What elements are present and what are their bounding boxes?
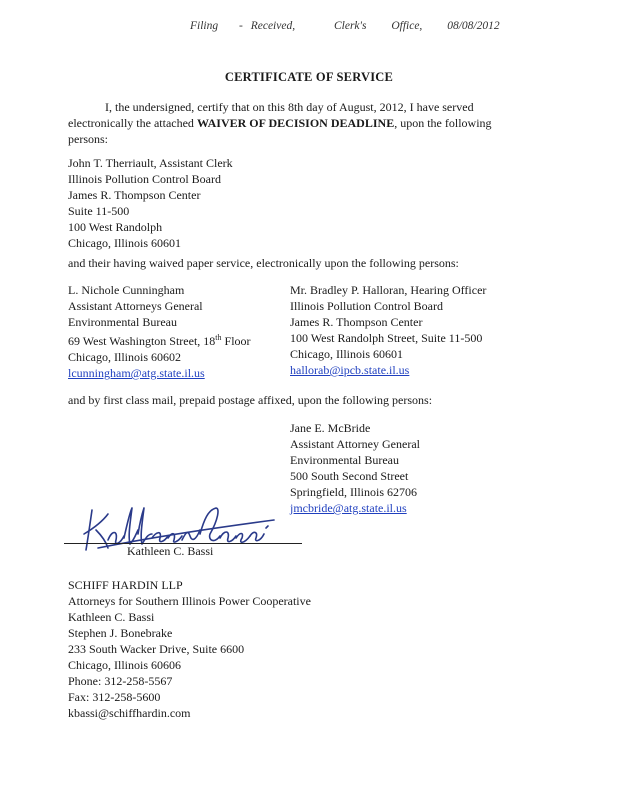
filing-stamp: [190, 20, 500, 32]
firm-line: 233 South Wacker Drive, Suite 6600: [68, 642, 245, 656]
firm-email: kbassi@schiffhardin.com: [68, 706, 191, 720]
document-title: CERTIFICATE OF SERVICE: [224, 70, 394, 84]
address-line: Suite 11-500: [68, 204, 130, 218]
intro-line-2-text: electronically the attached: [68, 116, 197, 130]
address-line-street: [68, 330, 251, 349]
address-line: John T. Therriault, Assistant Clerk: [68, 156, 233, 170]
address-line: Chicago, Illinois 60602: [68, 350, 181, 364]
address-line: Mr. Bradley P. Halloran, Hearing Officer: [290, 283, 487, 297]
firm-line: Chicago, Illinois 60606: [68, 658, 181, 672]
address-line: Assistant Attorney General: [290, 437, 420, 451]
address-line: Springfield, Illinois 62706: [290, 485, 417, 499]
firm-line: Stephen J. Bonebrake: [68, 626, 173, 640]
document-name: WAIVER OF DECISION DEADLINE: [196, 116, 395, 130]
clerks-label: Clerk's: [333, 20, 367, 32]
address-line: Chicago, Illinois 60601: [68, 236, 181, 250]
intro-line-3: persons:: [68, 132, 108, 146]
address-line: Chicago, Illinois 60601: [290, 347, 403, 361]
address-line: 100 West Randolph Street, Suite 11-500: [290, 331, 483, 345]
street-ordinal: th: [215, 333, 222, 342]
street-text: 69 West Washington Street, 18: [68, 334, 216, 348]
street-tail: Floor: [221, 334, 251, 348]
recipient-mail: [290, 420, 420, 516]
address-line: Environmental Bureau: [290, 453, 399, 467]
intro-line-2-tail: , upon the following: [394, 116, 492, 130]
address-line: Jane E. McBride: [290, 421, 371, 435]
waived-service-text: and their having waived paper service, electronically upon the following persons:: [68, 256, 459, 270]
office-label: Office,: [391, 20, 423, 32]
firm-line: Attorneys for Southern Illinois Power Cooperative: [68, 594, 311, 608]
intro-line-2: [68, 115, 548, 131]
firm-name: SCHIFF HARDIN LLP: [68, 578, 183, 592]
intro-line-1: I, the undersigned, certify that on this 8th day of August, 2012, I have served: [105, 100, 474, 114]
email-link-halloran[interactable]: hallorab@ipcb.state.il.us: [290, 363, 410, 377]
address-line: Assistant Attorneys General: [68, 299, 203, 313]
address-line: James R. Thompson Center: [68, 188, 201, 202]
firm-fax: Fax: 312-258-5600: [68, 690, 161, 704]
address-line: Illinois Pollution Control Board: [68, 172, 222, 186]
recipient-clerk: [68, 155, 233, 251]
address-line: Environmental Bureau: [68, 315, 177, 329]
firm-line: Kathleen C. Bassi: [68, 610, 155, 624]
received-label: Received,: [250, 20, 296, 32]
filing-date: 08/08/2012: [447, 20, 500, 32]
address-line: 500 South Second Street: [290, 469, 409, 483]
address-line: Illinois Pollution Control Board: [290, 299, 444, 313]
mail-service-text: and by first class mail, prepaid postage affixed, upon the following persons:: [68, 393, 433, 407]
email-link-cunningham[interactable]: lcunningham@atg.state.il.us: [68, 366, 205, 380]
address-line: James R. Thompson Center: [290, 315, 423, 329]
recipient-left: [68, 282, 251, 381]
filing-label: Filing: [190, 20, 219, 32]
intro-paragraph: [68, 99, 548, 147]
email-link-mcbride[interactable]: jmcbride@atg.state.il.us: [290, 501, 407, 515]
signer-name: Kathleen C. Bassi: [127, 544, 214, 558]
recipient-right: [290, 282, 486, 378]
filing-separator: -: [239, 20, 243, 32]
address-line: L. Nichole Cunningham: [68, 283, 185, 297]
firm-signature-block: [68, 577, 311, 721]
firm-phone: Phone: 312-258-5567: [68, 674, 173, 688]
address-line: 100 West Randolph: [68, 220, 163, 234]
